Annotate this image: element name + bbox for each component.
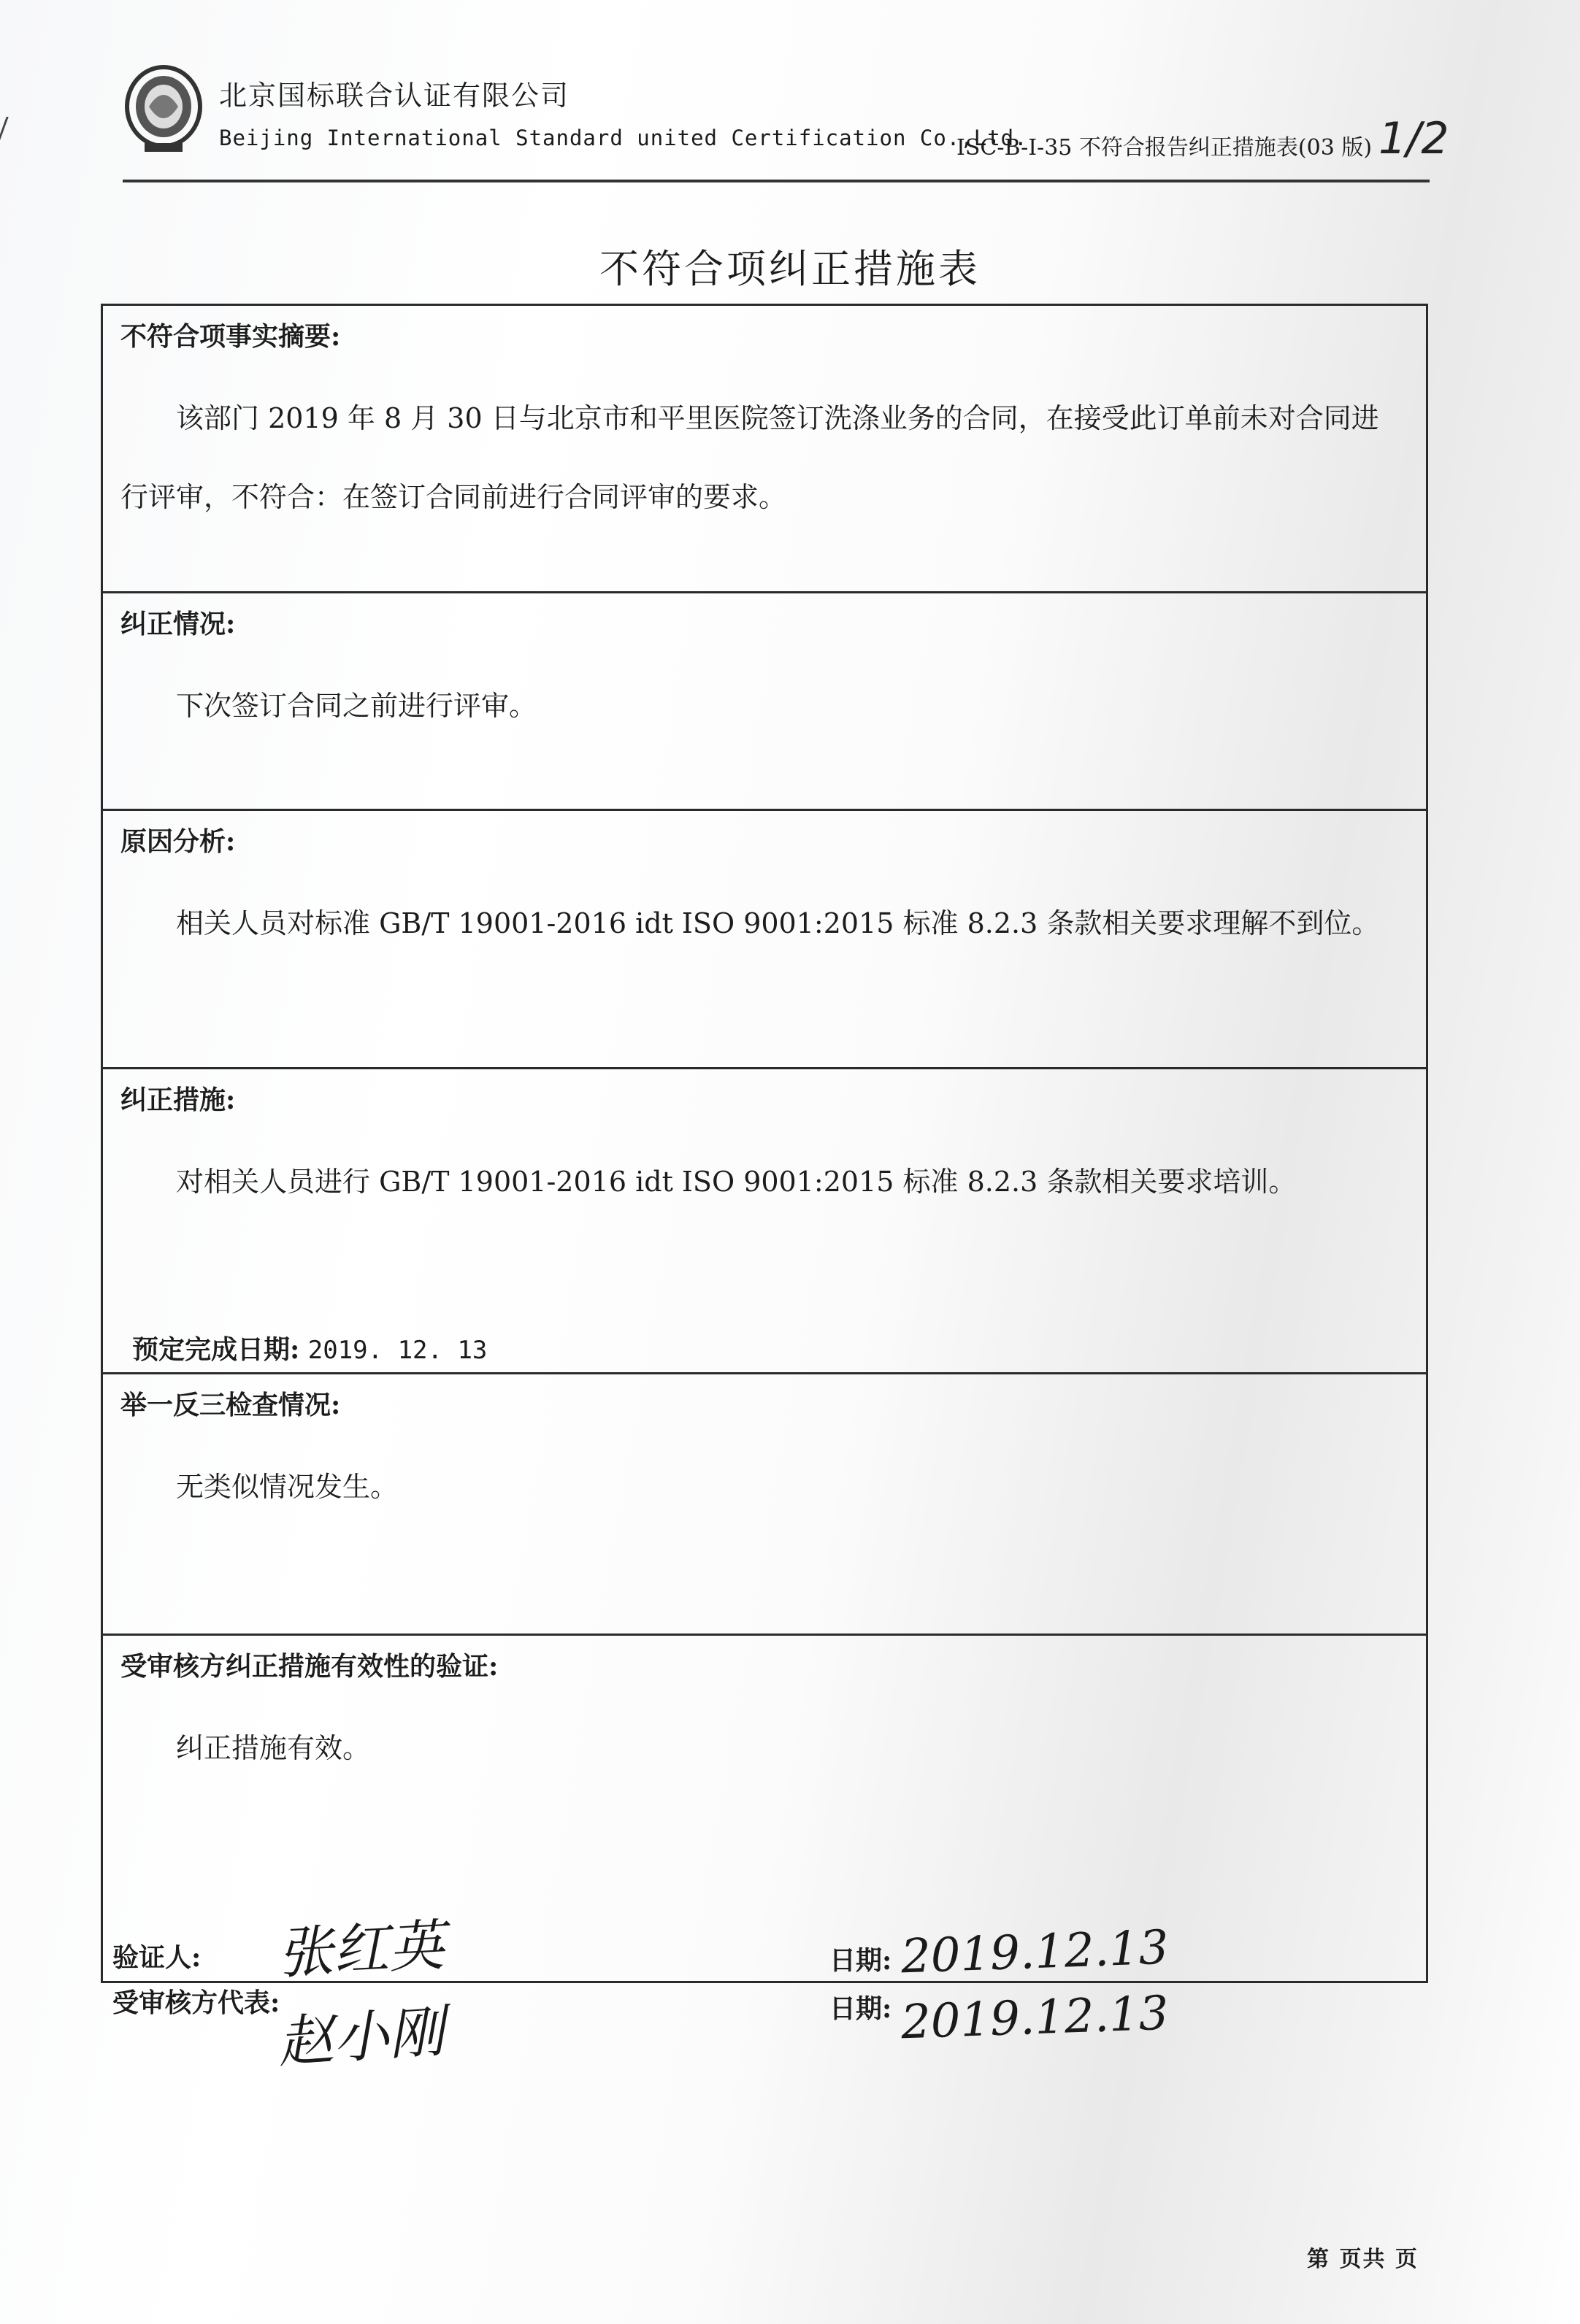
form-table bbox=[101, 304, 1428, 1983]
section-text: 纠正措施有效。 bbox=[176, 1732, 371, 1764]
section-label: 举一反三检查情况: bbox=[120, 1390, 341, 1420]
section-text: 下次签订合同之前进行评审。 bbox=[176, 690, 537, 722]
section-label: 纠正情况: bbox=[120, 609, 236, 639]
section-text: 对相关人员进行 GB/T 19001-2016 idt ISO 9001:2015 标准 8.2.3 条款相关要求培训。 bbox=[176, 1166, 1297, 1198]
section-label: 原因分析: bbox=[120, 826, 236, 857]
auditee-date-handwritten: 2019.12.13 bbox=[900, 1986, 1170, 2050]
header-divider bbox=[123, 180, 1430, 182]
verifier-signature: 张红英 bbox=[276, 1912, 446, 1986]
section-label: 受审核方纠正措施有效性的验证: bbox=[120, 1651, 499, 1682]
section-label: 纠正措施: bbox=[120, 1085, 236, 1115]
form-code: ISC-B-I-35 不符合报告纠正措施表(03 版) bbox=[956, 135, 1373, 161]
company-name-cn: 北京国标联合认证有限公司 bbox=[219, 80, 570, 112]
document-title: 不符合项纠正措施表 bbox=[599, 246, 981, 292]
verifier-date-label: 日期: bbox=[829, 1945, 892, 1976]
verifier-date-handwritten: 2019.12.13 bbox=[900, 1920, 1170, 1985]
page-fraction-handwritten: 1/2 bbox=[1378, 113, 1449, 164]
section-text: 该部门 2019 年 8 月 30 日与北京市和平里医院签订洗涤业务的合同，在接受此订单前未对合同进行评审，不符合：在签订合同前进行合同评审的要求。 bbox=[120, 402, 1379, 513]
section-similar-check bbox=[103, 1374, 1426, 1636]
section-cause-analysis bbox=[103, 811, 1426, 1069]
section-correction bbox=[103, 593, 1426, 811]
due-date-row bbox=[132, 1329, 487, 1366]
company-logo-icon bbox=[123, 61, 204, 156]
section-nonconformity-summary bbox=[103, 306, 1426, 593]
page-number-footer: 第 页共 页 bbox=[1307, 2247, 1419, 2272]
verifier-label: 验证人: bbox=[112, 1942, 202, 1973]
due-date-label: 预定完成日期: bbox=[132, 1334, 300, 1365]
company-name-en: Beijing International Standard united Certification Co.,Ltd. bbox=[219, 126, 1028, 150]
section-label: 不符合项事实摘要: bbox=[120, 321, 341, 352]
due-date-value: 2019. 12. 13 bbox=[307, 1336, 488, 1365]
section-text: 相关人员对标准 GB/T 19001-2016 idt ISO 9001:2015 标准 8.2.3 条款相关要求理解不到位。 bbox=[176, 907, 1380, 939]
section-corrective-action bbox=[103, 1069, 1426, 1374]
auditee-label: 受审核方代表: bbox=[112, 1988, 280, 2018]
auditee-date-label: 日期: bbox=[829, 1993, 892, 2024]
auditee-signature: 赵小刚 bbox=[275, 1998, 447, 2075]
section-text: 无类似情况发生。 bbox=[176, 1471, 399, 1503]
